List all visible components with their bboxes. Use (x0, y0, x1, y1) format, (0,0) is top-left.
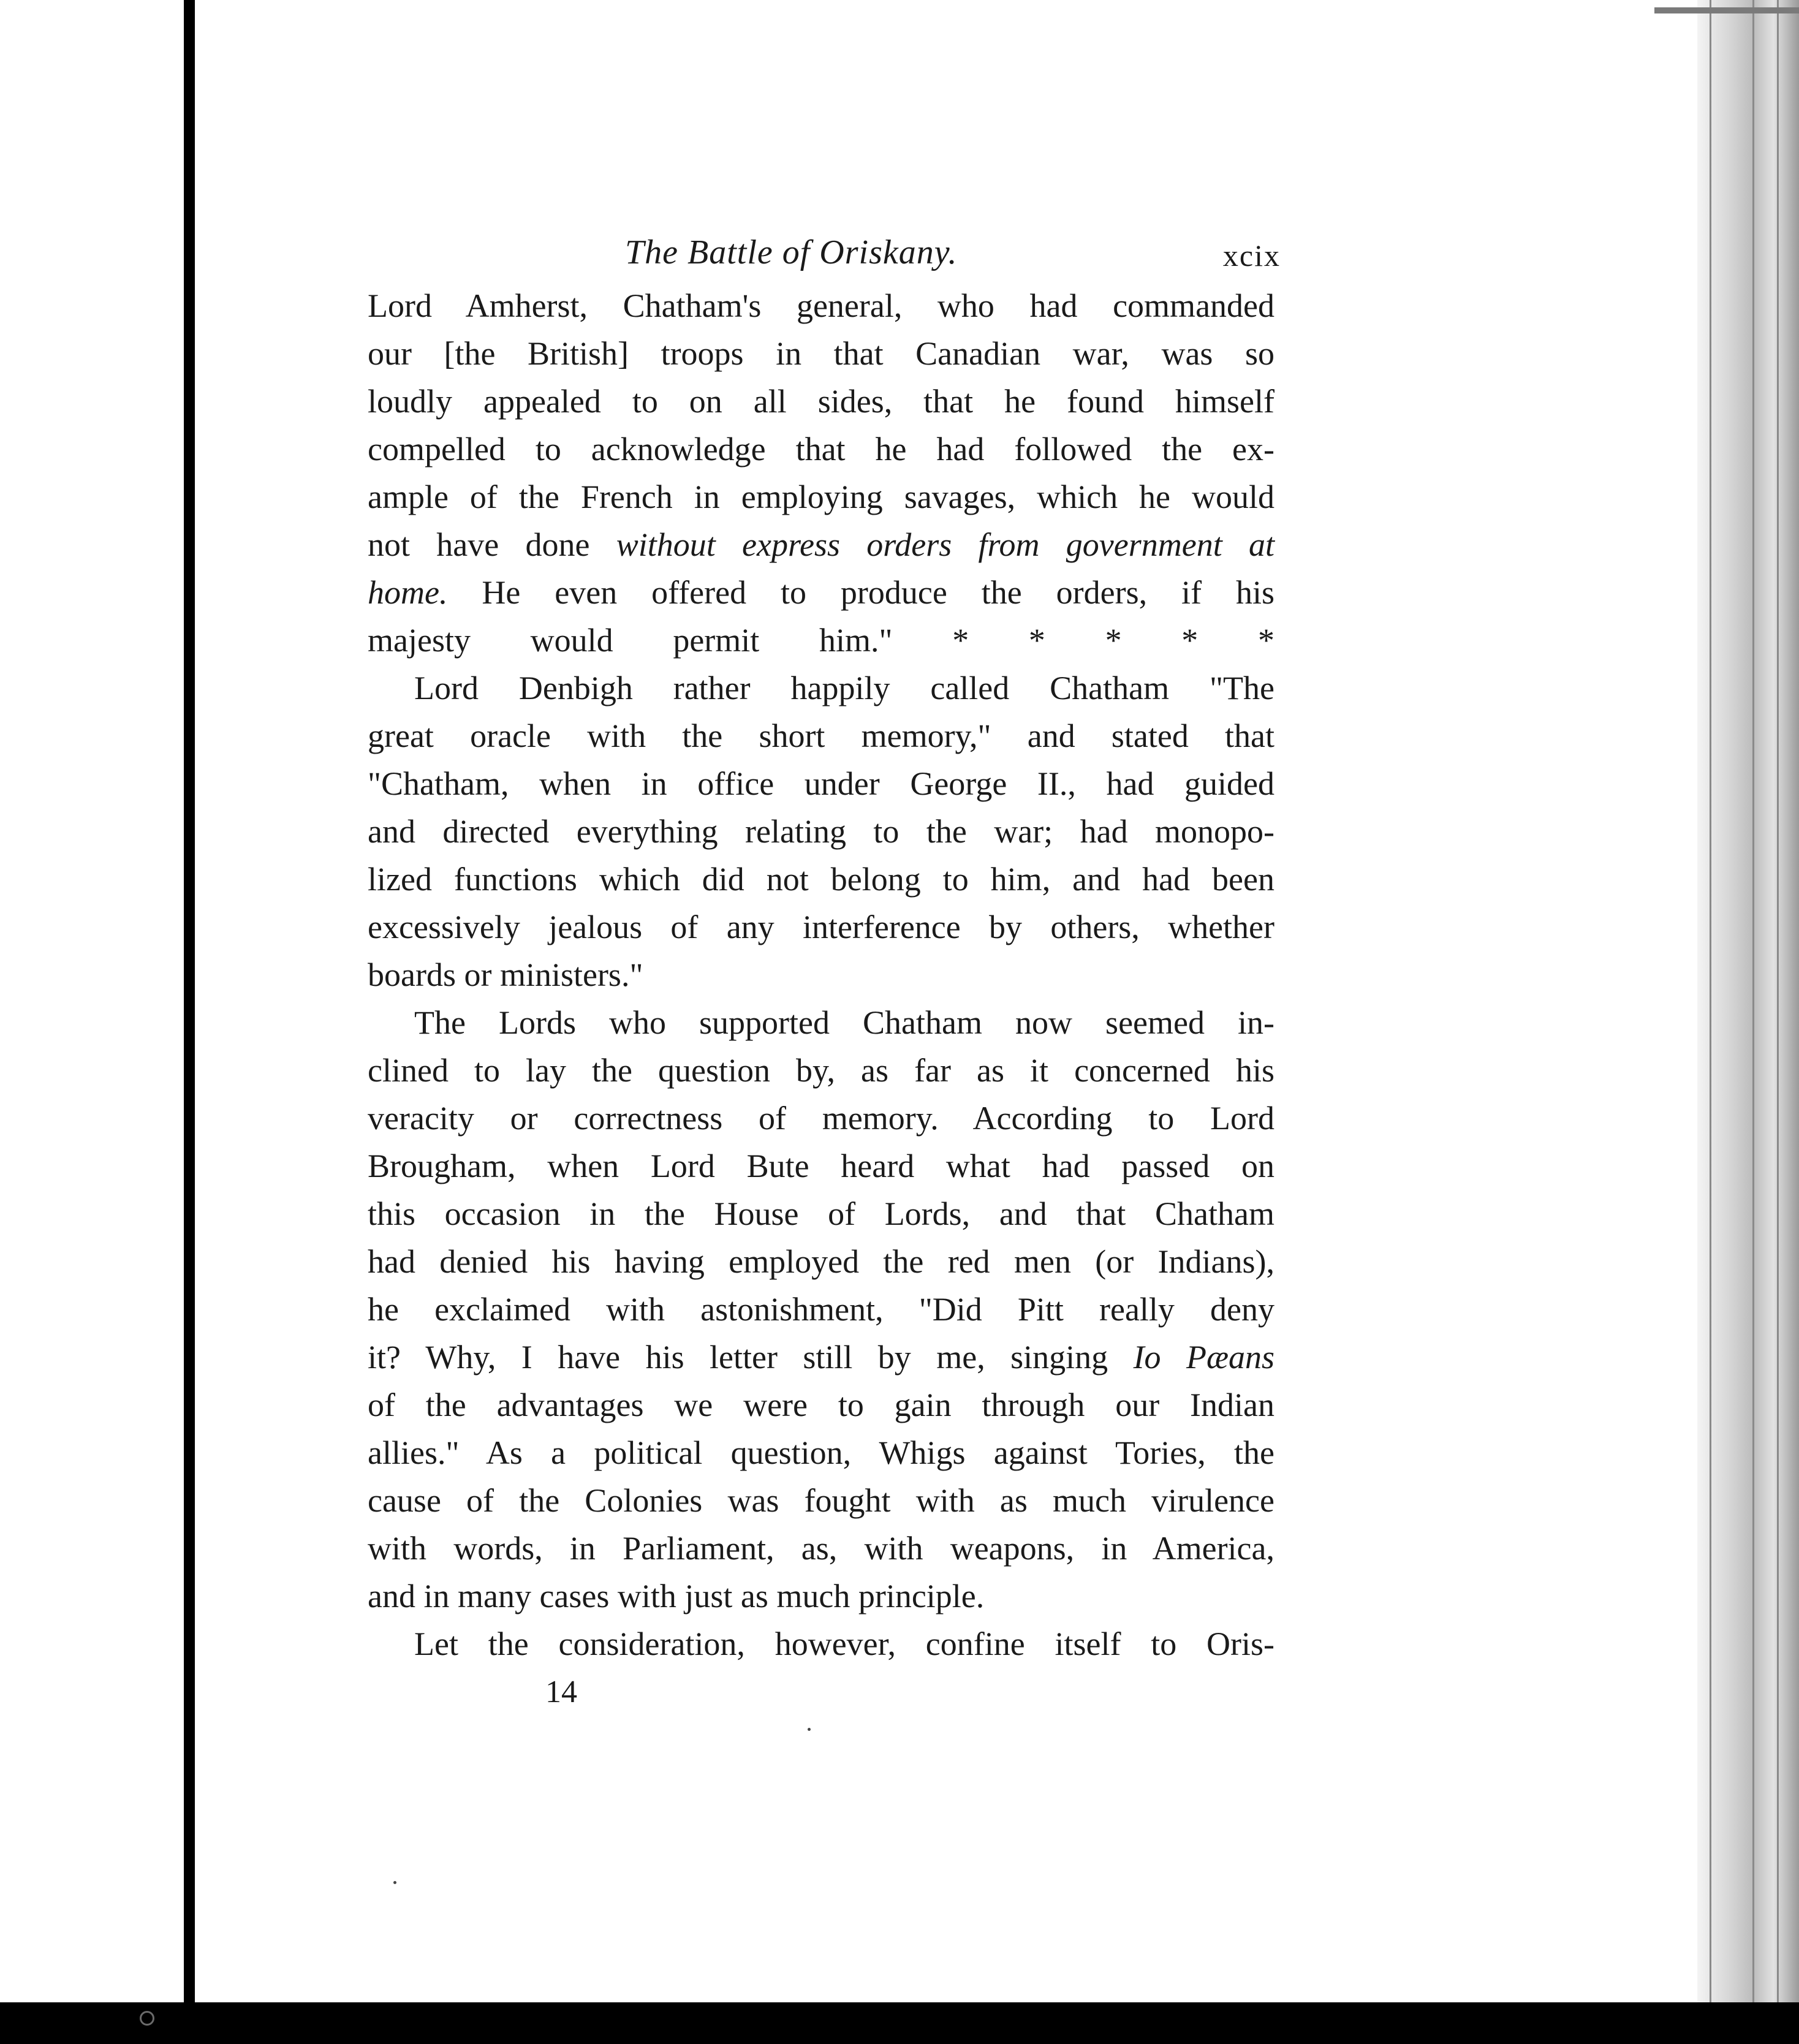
italic-run: Io Pæans (1133, 1339, 1275, 1376)
page-edge-line (1777, 0, 1779, 2002)
text-line: Let the consideration, however, confine itself to Oris- (414, 1626, 1274, 1662)
text-line: boards or ministers." (368, 956, 643, 993)
paragraph-2 (368, 664, 1274, 999)
page-edge-line (1752, 0, 1754, 2002)
text-line: compelled to acknowledge that he had followed the ex- (368, 431, 1274, 467)
binding-shadow (184, 0, 195, 2004)
running-title: The Battle of Oriskany. (625, 233, 958, 271)
paragraph-4 (368, 1620, 1274, 1668)
text-run: it? Why, I have his letter still by me, singing (368, 1339, 1134, 1376)
stray-mark (393, 1881, 396, 1884)
text-line (368, 521, 1274, 569)
running-head (368, 221, 1281, 282)
text-line: loudly appealed to on all sides, that he found himself (368, 383, 1274, 420)
text-line: Lord Denbigh rather happily called Chatham "The (414, 670, 1274, 706)
text-line: with words, in Parliament, as, with weapons, in America, (368, 1530, 1274, 1567)
text-line: great oracle with the short memory," and stated that (368, 717, 1274, 754)
text-line: our [the British] troops in that Canadian war, was so (368, 335, 1274, 372)
text-run: not have done (368, 526, 616, 563)
scan-bottom-border (0, 2002, 1799, 2044)
page-stack-edge (1697, 0, 1799, 2002)
text-line: Lord Amherst, Chatham's general, who had commanded (368, 287, 1274, 324)
page-number: xcix (1222, 238, 1281, 273)
text-line: lized functions which did not belong to him, and had been (368, 861, 1274, 898)
scanner-corner-mark (140, 2011, 154, 2026)
text-line: this occasion in the House of Lords, and that Chatham (368, 1195, 1274, 1232)
text-run: He even offered to produce the orders, if his (447, 574, 1274, 611)
text-line: of the advantages we were to gain through our Indian (368, 1387, 1274, 1423)
page-edge-line (1710, 0, 1711, 2002)
stray-mark (808, 1728, 811, 1731)
text-line: had denied his having employed the red men (or Indians), (368, 1243, 1274, 1280)
paragraph-1 (368, 282, 1274, 664)
text-block (368, 221, 1281, 1717)
italic-run: without express orders from government at (616, 526, 1275, 563)
text-line: The Lords who supported Chatham now seemed in- (414, 1004, 1274, 1041)
text-line: majesty would permit him." * * * * * (368, 622, 1274, 659)
paragraph-3 (368, 999, 1274, 1620)
text-line: and in many cases with just as much principle. (368, 1578, 985, 1614)
text-line (368, 569, 1274, 616)
text-line: and directed everything relating to the war; had monopo- (368, 813, 1274, 850)
italic-run: home. (368, 574, 448, 611)
page-top-edge (1654, 7, 1799, 13)
text-line: veracity or correctness of memory. According to Lord (368, 1100, 1274, 1137)
text-line: ample of the French in employing savages, which he would (368, 479, 1274, 515)
text-line: cause of the Colonies was fought with as much virulence (368, 1482, 1274, 1519)
text-line: "Chatham, when in office under George II., had guided (368, 765, 1274, 802)
text-line: allies." As a political question, Whigs against Tories, the (368, 1434, 1274, 1471)
text-line: clined to lay the question by, as far as it concerned his (368, 1052, 1274, 1089)
text-line: he exclaimed with astonishment, "Did Pitt really deny (368, 1291, 1274, 1328)
text-line: Brougham, when Lord Bute heard what had passed on (368, 1148, 1274, 1184)
text-line: excessively jealous of any interference by others, whether (368, 909, 1274, 945)
signature-mark: 14 (545, 1675, 577, 1709)
text-line (368, 1333, 1274, 1381)
